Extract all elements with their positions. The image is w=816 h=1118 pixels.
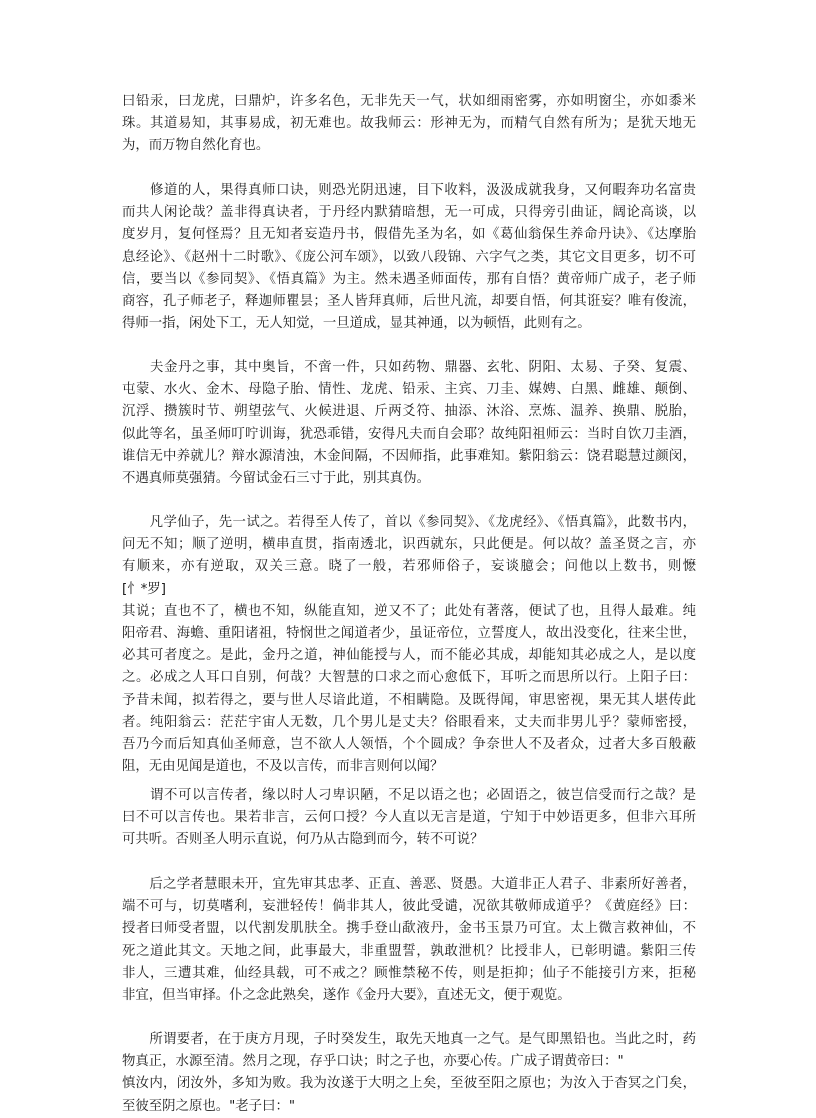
text-line: 夫金丹之事，其中奥旨，不啻一件，只如药物、鼎器、玄牝、阴阳、太易、子癸、复震、 bbox=[122, 360, 696, 375]
text-line: 者。纯阳翁云：茫茫宇宙人无数，几个男儿是丈夫？俗眼看来，丈夫而非男儿乎？蒙师密授， bbox=[122, 714, 696, 730]
text-line: 阻，无由见闻是道也，不及以言传，而非言则何以闻？ bbox=[122, 759, 444, 775]
paragraph-3 bbox=[122, 357, 696, 490]
text-line: 有顺来，亦有逆取，双关三意。晓了一般，若邪师俗子，妄谈臆会；问他以上数书，则懡 bbox=[122, 559, 696, 575]
paragraph-2 bbox=[122, 180, 696, 335]
text-line: 谓不可以言传者，缘以时人刁卑识陋，不足以语之也；必固语之，彼岂信受而行之哉？是 bbox=[122, 788, 696, 803]
text-line: 商容，孔子师老子，释迦师瞿昙；圣人皆拜真师，后世凡流，却要自悟，何其诳妄？唯有俊流， bbox=[122, 294, 696, 310]
text-line: 谁信无中养就儿？辩水源清浊，木金间隔，不因师指，此事难知。紫阳翁云：饶君聪慧过颜闵， bbox=[122, 448, 696, 464]
text-line: 后之学者慧眼未开，宜先审其忠孝、正直、善恶、贤愚。大道非正人君子、非素所好善者， bbox=[122, 877, 696, 892]
text-line: 授者曰师受者盟，以代割发肌肤全。携手登山歃液丹，金书玉景乃可宜。太上微言救神仙，不 bbox=[122, 921, 696, 937]
text-line: 所谓要者，在于庚方月现，子时癸发生，取先天地真一之气。是气即黑铅也。当此之时，药 bbox=[122, 1032, 696, 1047]
text-line: 物真正，水源至清。然月之现，存乎口诀；时之子也，亦要心传。广成子谓黄帝曰：" bbox=[122, 1054, 624, 1070]
text-line: 息经论》、《赵州十二时歌》、《庞公河车颂》，以致八段锦、六字气之类，其它文目更多，切不可 bbox=[122, 249, 696, 265]
text-line: 度岁月，复何怪焉？且无知者妄造丹书，假借先圣为名，如《葛仙翁保生养命丹诀》、《达摩胎 bbox=[122, 227, 696, 243]
text-line: 曰不可以言传也。果若非言，云何口授？今人直以无言是道，宁知于中妙语更多，但非六耳所 bbox=[122, 810, 696, 826]
text-line: [忄*罗] bbox=[122, 581, 166, 597]
text-line: 可共听。否则圣人明示直说，何乃从古隐到而今，转不可说？ bbox=[122, 832, 484, 848]
paragraph-6 bbox=[122, 874, 696, 1007]
text-line: 非宜，但当审择。仆之念此熟矣，遂作《金丹大要》，直述无文，便于观览。 bbox=[122, 988, 571, 1004]
text-line: 问无不知；顺了逆明，横串直贯，指南透北，识西就东，只此便是。何以故？盖圣贤之言，亦 bbox=[122, 537, 696, 553]
text-line: 阳帝君、海蟾、重阳诸祖，特悯世之闻道者少，虽证帝位，立誓度人，故出没变化，往来尘世， bbox=[122, 626, 696, 642]
text-line: 珠。其道易知，其事易成，初无难也。故我师云：形神无为，而精气自然有所为；是犹天地无 bbox=[122, 116, 696, 132]
text-line: 非人，三遭其难，仙经具载，可不戒之？顾惟禁秘不传，则是拒抑；仙子不能接引方来，拒秘 bbox=[122, 965, 696, 981]
text-line: 至彼至阴之原也。"老子曰：" bbox=[122, 1098, 296, 1114]
paragraph-4 bbox=[122, 512, 696, 778]
text-line: 而共人闲论哉？盖非得真诀者，于丹经内默猜暗想，无一可成，只得旁引曲证，阔论高谈，以 bbox=[122, 205, 696, 221]
text-line: 之。必成之人耳口自别，何哉？大智慧的口求之而心愈低下，耳听之而思所以行。上阳子曰： bbox=[122, 670, 696, 686]
text-line: 凡学仙子，先一试之。若得至人传了，首以《参同契》、《龙虎经》、《悟真篇》，此数书内， bbox=[122, 515, 696, 530]
text-line: 慎汝内，闭汝外，多知为败。我为汝遂于大明之上矣，至彼至阳之原也；为汝入于杳冥之门矣， bbox=[122, 1076, 696, 1092]
text-line: 端不可与，切莫嗜利，妄泄轻传！倘非其人，彼此受谴，况欲其敬师成道乎？《黄庭经》曰： bbox=[122, 899, 696, 915]
text-line: 信，要当以《参同契》、《悟真篇》为主。然未遇圣师面传，那有自悟？黄帝师广成子，老子师 bbox=[122, 271, 696, 287]
text-line: 得师一指，闲处下工，无人知觉，一旦道成，显其神通，以为顿悟，此则有之。 bbox=[122, 316, 591, 332]
text-line: 不遇真师莫强猜。今留试金石三寸于此，别其真伪。 bbox=[122, 471, 430, 487]
paragraph-1 bbox=[122, 91, 696, 158]
text-line: 修道的人，果得真师口诀，则恐光阴迅速，目下收料，汲汲成就我身，又何暇奔功名富贵 bbox=[122, 183, 696, 198]
text-line: 其说；直也不了，横也不知，纵能直知，逆又不了；此处有著落，便试了也，且得人最难。纯 bbox=[122, 603, 696, 619]
text-line: 吾乃今而后知真仙圣师意，岂不欲人人领悟，个个圆成？争奈世人不及者众，过者大多百般蔽 bbox=[122, 737, 696, 753]
paragraph-7 bbox=[122, 1029, 696, 1118]
text-line: 予昔未闻，拟若得之，要与世人尽谙此道，不相瞒隐。及既得闻，审思密视，果无其人堪传此 bbox=[122, 692, 696, 708]
text-line: 似此等名，虽圣师叮咛训诲，犹恐乖错，安得凡夫而自会耶？故纯阳祖师云：当时自饮刀圭酒， bbox=[122, 426, 696, 442]
text-line: 曰铅汞，曰龙虎，曰鼎炉，许多名色，无非先天一气，状如细雨密雾，亦如明窗尘，亦如黍米 bbox=[122, 94, 696, 109]
text-line: 为，而万物自然化育也。 bbox=[122, 138, 270, 154]
text-line: 死之道此其文。天地之间，此事最大，非重盟誓，孰敢泄机？比授非人，已彰明谴。紫阳三传 bbox=[122, 943, 696, 959]
text-line: 屯蒙、水火、金木、母隐子胎、情性、龙虎、铅汞、主宾、刀圭、媒娉、白黑、雌雄、颠倒、 bbox=[122, 382, 696, 398]
text-line: 沉浮、攒簇时节、朔望弦气、火候进退、斤两爻符、抽添、沐浴、烹炼、温养、换鼎、脱胎， bbox=[122, 404, 696, 420]
text-line: 必其可者度之。是此，金丹之道，神仙能授与人，而不能必其成，却能知其必成之人，是以度 bbox=[122, 648, 696, 664]
paragraph-5 bbox=[122, 785, 696, 852]
